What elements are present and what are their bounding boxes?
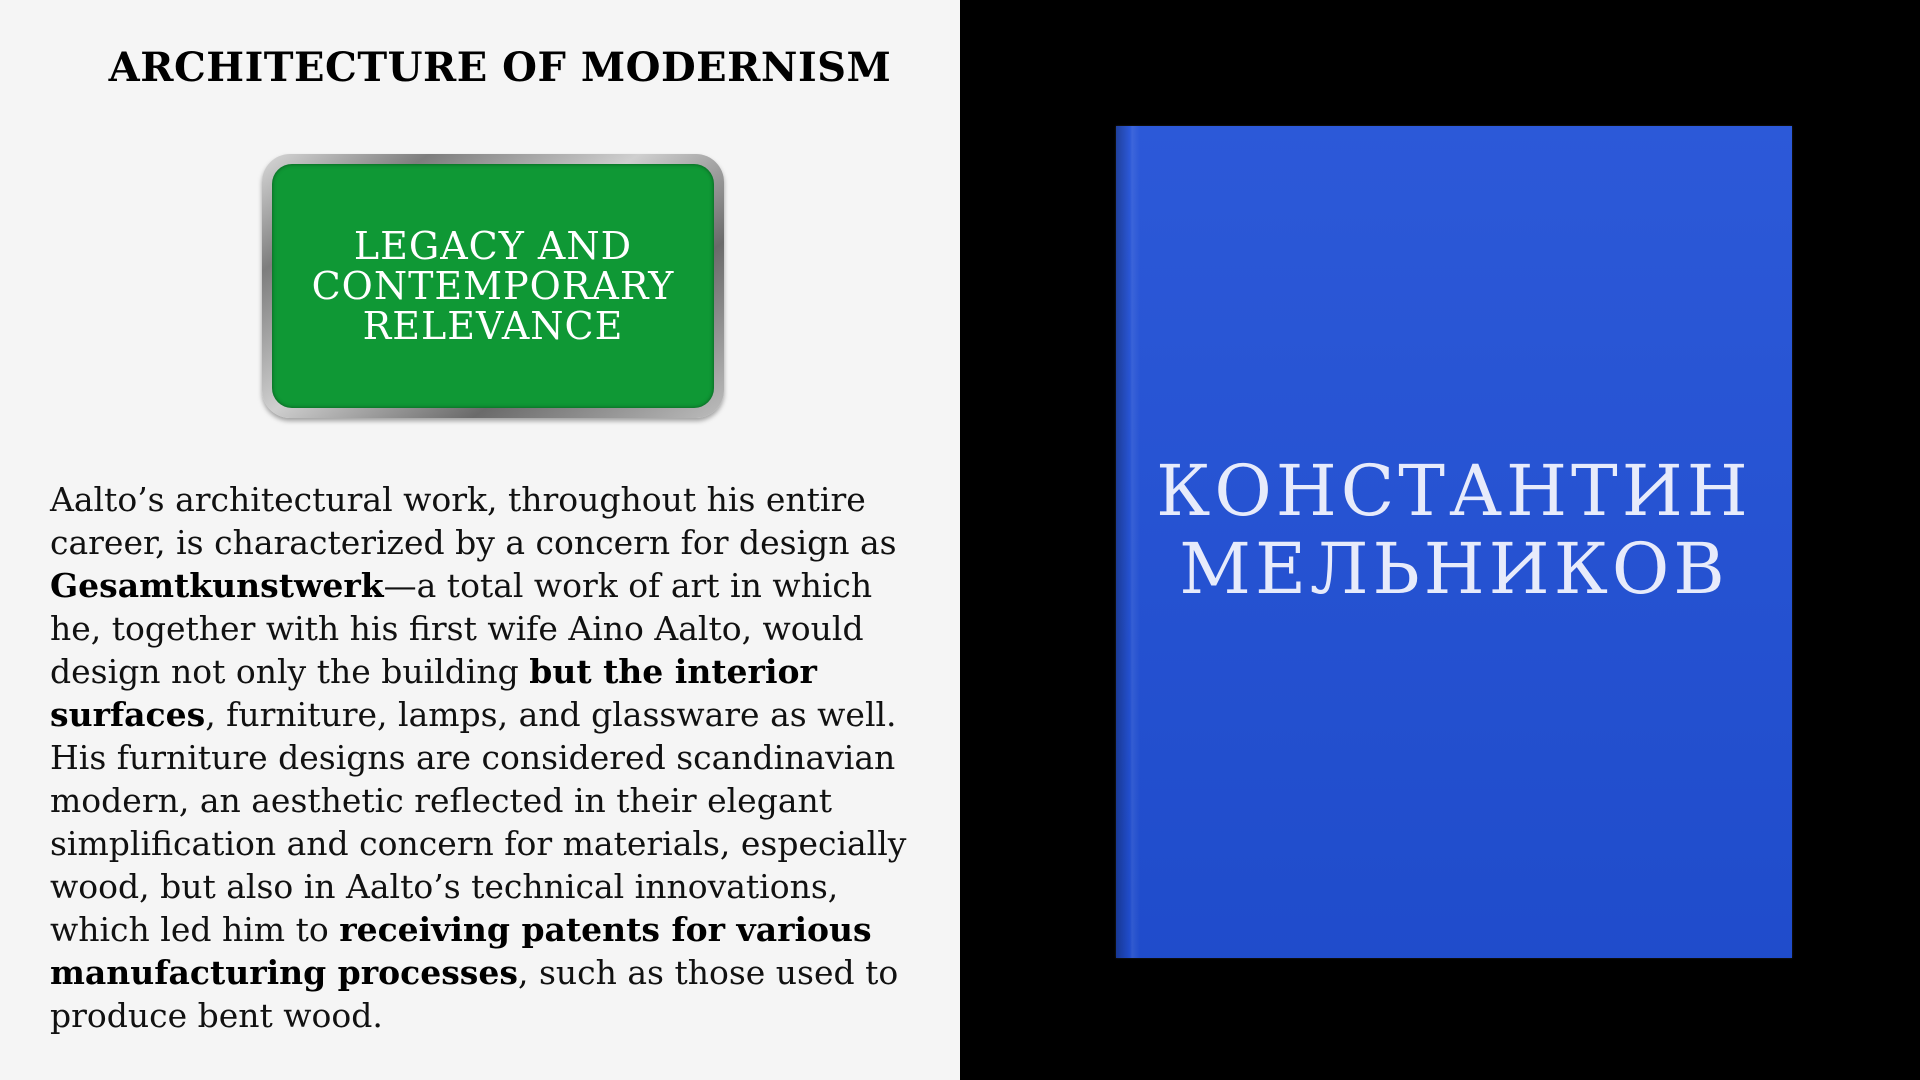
body-paragraph [50,478,930,1037]
body-text-emphasis: but the interior surfaces [50,652,817,734]
body-text-segment: , such as those used to produce bent wood. [50,953,899,1035]
book-cover [1116,126,1792,958]
body-text-emphasis: Gesamtkunstwerk [50,566,384,605]
page-title: ARCHITECTURE OF MODERNISM [108,44,892,91]
body-text-segment: —a total work of art in which he, together with his first wife Aino Aalto, would design not only the building [50,566,873,691]
book-cover-title: КОНСТАНТИН МЕЛЬНИКОВ [1156,450,1752,610]
legacy-sign-text: LEGACY AND CONTEMPORARY RELEVANCE [311,224,675,348]
legacy-sign-frame [262,154,724,418]
body-text-segment: Aalto’s architectural work, throughout his entire career, is characterized by a concern for design as [50,480,897,562]
body-text-segment: , furniture, lamps, and glassware as well. His furniture designs are considered scandinavian modern, an aesthetic reflected in their elegant simplification and concern for materials, especially wood, but also in Aalto’s technical innovations, which led him to [50,695,907,949]
body-text-emphasis: receiving patents for various manufacturing processes [50,910,872,992]
legacy-sign-panel [272,164,714,408]
